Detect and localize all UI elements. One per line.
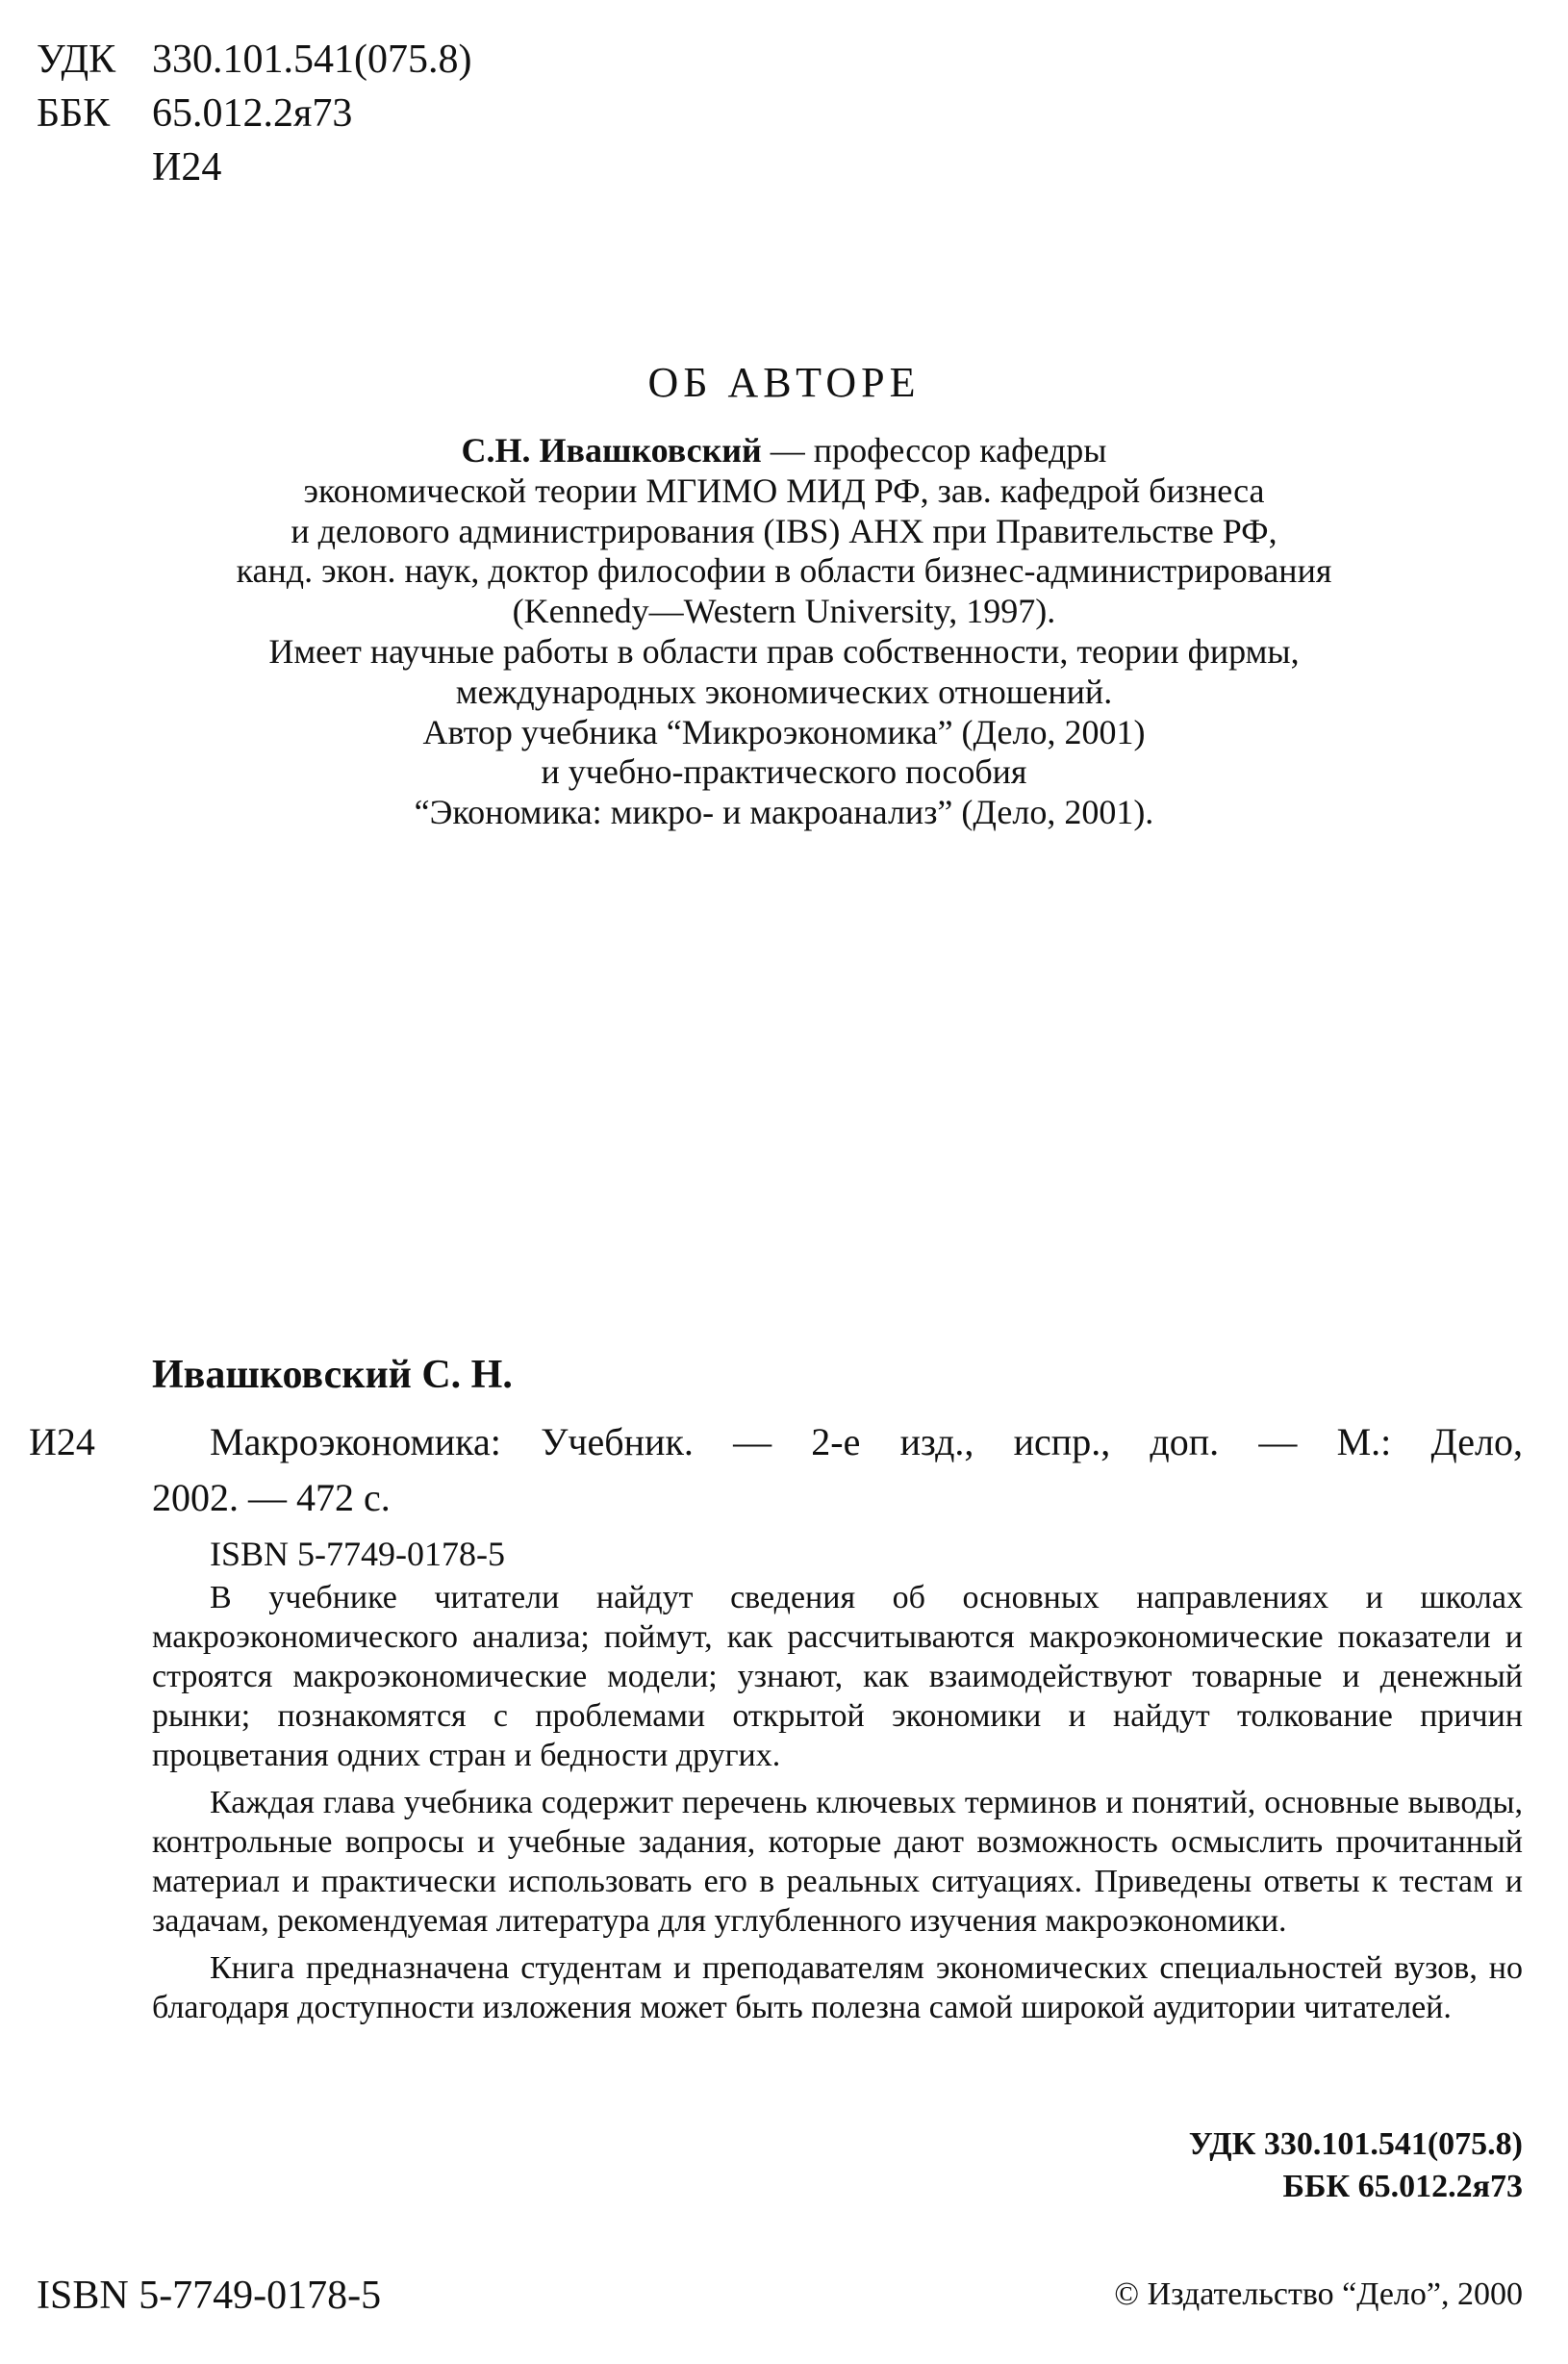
- about-line: международных экономических отношений.: [455, 672, 1113, 711]
- card-bib-line-2: 2002. — 472 с.: [152, 1476, 391, 1519]
- about-line: экономической теории МГИМО МИД РФ, зав. кафедрой бизнеса: [303, 470, 1265, 510]
- about-line: Автор учебника “Микроэкономика” (Дело, 2001): [422, 712, 1146, 751]
- footer-isbn: ISBN 5-7749-0178-5: [37, 2274, 382, 2318]
- about-line: (Kennedy—Western University, 1997).: [512, 592, 1056, 631]
- description-paragraph: Каждая глава учебника содержит перечень ключевых терминов и понятий, основные выводы, контрольные вопросы и учебные задания, которые дают возможность осмыслить прочитанный материал и практически использовать его в реальных ситуациях. Приведены ответы к тестам и задачам, рекомендуемая литература для углубленного изучения макроэкономики.: [152, 1785, 1523, 1939]
- description-paragraph: В учебнике читатели найдут сведения об основных направлениях и школах макроэкономического анализа; поймут, как рассчитываются макроэкономические показатели и строятся макроэкономические модели; узнают, как взаимодействуют товарные и денежный рынки; познакомятся с проблемами открытой экономики и найдут толкование причин процветания одних стран и бедности других.: [152, 1580, 1523, 1773]
- udk-label: УДК: [37, 38, 116, 82]
- about-line: и учебно-практического пособия: [541, 752, 1027, 792]
- about-line: Имеет научные работы в области прав собственности, теории фирмы,: [268, 631, 1300, 671]
- author-mark: И24: [152, 145, 222, 190]
- about-line: канд. экон. наук, доктор философии в области бизнес-администрирования: [236, 551, 1332, 591]
- bbk-label: ББК: [37, 91, 111, 136]
- card-author-code: И24: [29, 1420, 95, 1463]
- bbk-value: 65.012.2я73: [152, 91, 353, 136]
- about-line-first: [0, 431, 1568, 471]
- card-author-heading: Ивашковский С. Н.: [152, 1353, 513, 1397]
- about-author-name: С.Н. Ивашковский: [461, 431, 762, 470]
- about-author-text: [0, 431, 1568, 833]
- about-line-first-rest: — профессор кафедры: [761, 431, 1107, 470]
- card-description: [152, 1578, 1523, 2035]
- card-bib-line-1: Макроэкономика: Учебник. — 2-е изд., испр., доп. — М.: Дело,: [210, 1420, 1523, 1463]
- udk-value: 330.101.541(075.8): [152, 38, 472, 82]
- about-line: и делового администрирования (IBS) АНХ при Правительстве РФ,: [291, 511, 1277, 550]
- footer-copyright: © Издательство “Дело”, 2000: [1114, 2276, 1523, 2312]
- footer-udk: УДК 330.101.541(075.8): [1188, 2126, 1523, 2162]
- footer-bbk: ББК 65.012.2я73: [1282, 2169, 1523, 2204]
- about-title: ОБ АВТОРЕ: [647, 359, 921, 406]
- card-isbn: ISBN 5-7749-0178-5: [210, 1535, 505, 1573]
- description-paragraph: Книга предназначена студентам и преподавателям экономических специальностей вузов, но благодаря доступности изложения может быть полезна самой широкой аудитории читателей.: [152, 1950, 1523, 2025]
- about-line: “Экономика: микро- и макроанализ” (Дело, 2001).: [414, 793, 1154, 832]
